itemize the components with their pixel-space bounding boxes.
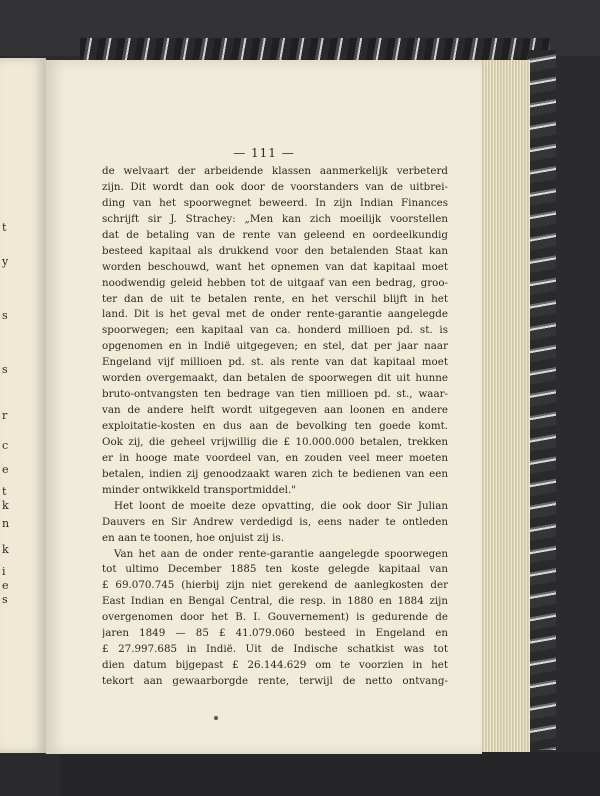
text-line: Ook zij, die geheel vrijwillig die £ 10.000.000 betalen, trekken xyxy=(102,435,448,448)
page-number: — 111 — xyxy=(233,146,295,160)
left-page-fragment: k xyxy=(2,543,9,556)
text-line: minder ontwikkeld transportmiddel." xyxy=(102,483,296,496)
left-page-fragment: e xyxy=(2,579,9,592)
text-line: £ 27.997.685 in Indië. Uit de Indische schatkist was tot xyxy=(102,643,448,656)
text-line: betalen, indien zij genoodzaakt waren zich te bedienen van een xyxy=(102,467,448,480)
book-cover-edge xyxy=(80,38,550,60)
text-line: Het loont de moeite deze opvatting, die ook door Sir Julian xyxy=(114,499,448,512)
text-line: de welvaart der arbeidende klassen aanmerkelijk verbeterd xyxy=(102,165,448,177)
text-line: ter dan de uit te betalen rente, en het verschil blijft in het xyxy=(102,292,448,305)
body-text xyxy=(102,164,448,690)
text-line: ding van het spoorwegnet beweerd. In zijn Indian Finances xyxy=(102,196,448,209)
text-line: worden overgemaakt, dan betalen de spoorwegen dit uit hunne xyxy=(102,372,448,385)
text-line: Van het aan de onder rente-garantie aangelegde spoorwegen xyxy=(114,547,448,560)
left-page-fragment: t xyxy=(2,485,7,498)
left-page-fragment: s xyxy=(2,593,8,606)
left-page-fragment: k xyxy=(2,499,9,512)
left-page-fragment: s xyxy=(2,309,8,322)
printer-mark xyxy=(214,716,218,720)
text-line: exploitatie-kosten en dus aan de bevolking ten goede komt. xyxy=(102,420,448,432)
text-line: overgenomen door het B. I. Gouvernement) is gedurende de xyxy=(102,611,448,624)
text-line: besteed kapitaal als drukkend voor den betalenden Staat kan xyxy=(102,244,448,257)
text-line: er in hooge mate voordeel van, en zouden veel meer moeten xyxy=(102,451,448,464)
left-page xyxy=(0,58,46,753)
left-page-fragment: r xyxy=(2,409,8,422)
text-line: dat de betaling van de rente van geleend en oordeelkundig xyxy=(102,228,448,241)
text-line: dien datum bijgepast £ 26.144.629 om te voorzien in het xyxy=(102,659,448,672)
page-edges xyxy=(480,60,530,752)
left-page-fragment: i xyxy=(2,565,6,578)
text-line: tekort aan gewaarborgde rente, terwijl de netto ontvang- xyxy=(102,675,448,687)
text-line: opgenomen en in Indië uitgegeven; en stel, dat per jaar naar xyxy=(102,340,448,353)
text-line: spoorwegen; een kapitaal van ca. honderd millioen pd. st. is xyxy=(102,324,448,337)
text-line: Engeland vijf millioen pd. st. als rente van dat kapitaal moet xyxy=(102,356,448,369)
text-line: Dauvers en Sir Andrew verdedigd is, eens nader te ontleden xyxy=(102,515,448,528)
text-line: East Indian en Bengal Central, die resp. in 1880 en 1884 zijn xyxy=(102,595,448,608)
left-page-fragment: t xyxy=(2,221,7,234)
left-page-fragment: y xyxy=(2,255,9,268)
text-line: van de andere helft wordt uitgegeven aan loonen en andere xyxy=(102,404,448,417)
text-line: bruto-ontvangsten ten bedrage van tien millioen pd. st., waar- xyxy=(102,388,448,401)
text-line: worden beschouwd, want het opnemen van dat kapitaal moet xyxy=(102,260,448,273)
text-line: noodwendig geleid hebben tot de uitgaaf van een bedrag, groo- xyxy=(102,276,448,289)
left-page-fragment: n xyxy=(2,517,10,530)
text-line: land. Dit is het geval met de onder rente-garantie aangelegde xyxy=(102,308,448,321)
text-line: en aan te toonen, hoe onjuist zij is. xyxy=(102,531,285,544)
left-page-fragment: s xyxy=(2,363,8,376)
text-line: schrijft sir J. Strachey: „Men kan zich moeilijk voorstellen xyxy=(102,212,448,225)
text-line: jaren 1849 — 85 £ 41.079.060 besteed in Engeland en xyxy=(102,627,448,640)
book-board-right xyxy=(528,50,556,750)
background-bottom xyxy=(60,752,600,796)
text-line: tot ultimo December 1885 ten koste gelegde kapitaal van xyxy=(102,563,448,576)
text-line: £ 69.070.745 (hierbij zijn niet gerekend de aanlegkosten der xyxy=(102,579,448,592)
left-page-fragment: c xyxy=(2,439,9,452)
right-page xyxy=(46,60,482,754)
left-page-fragment: e xyxy=(2,463,9,476)
text-line: zijn. Dit wordt dan ook door de voorstanders van de uitbrei- xyxy=(102,180,448,193)
